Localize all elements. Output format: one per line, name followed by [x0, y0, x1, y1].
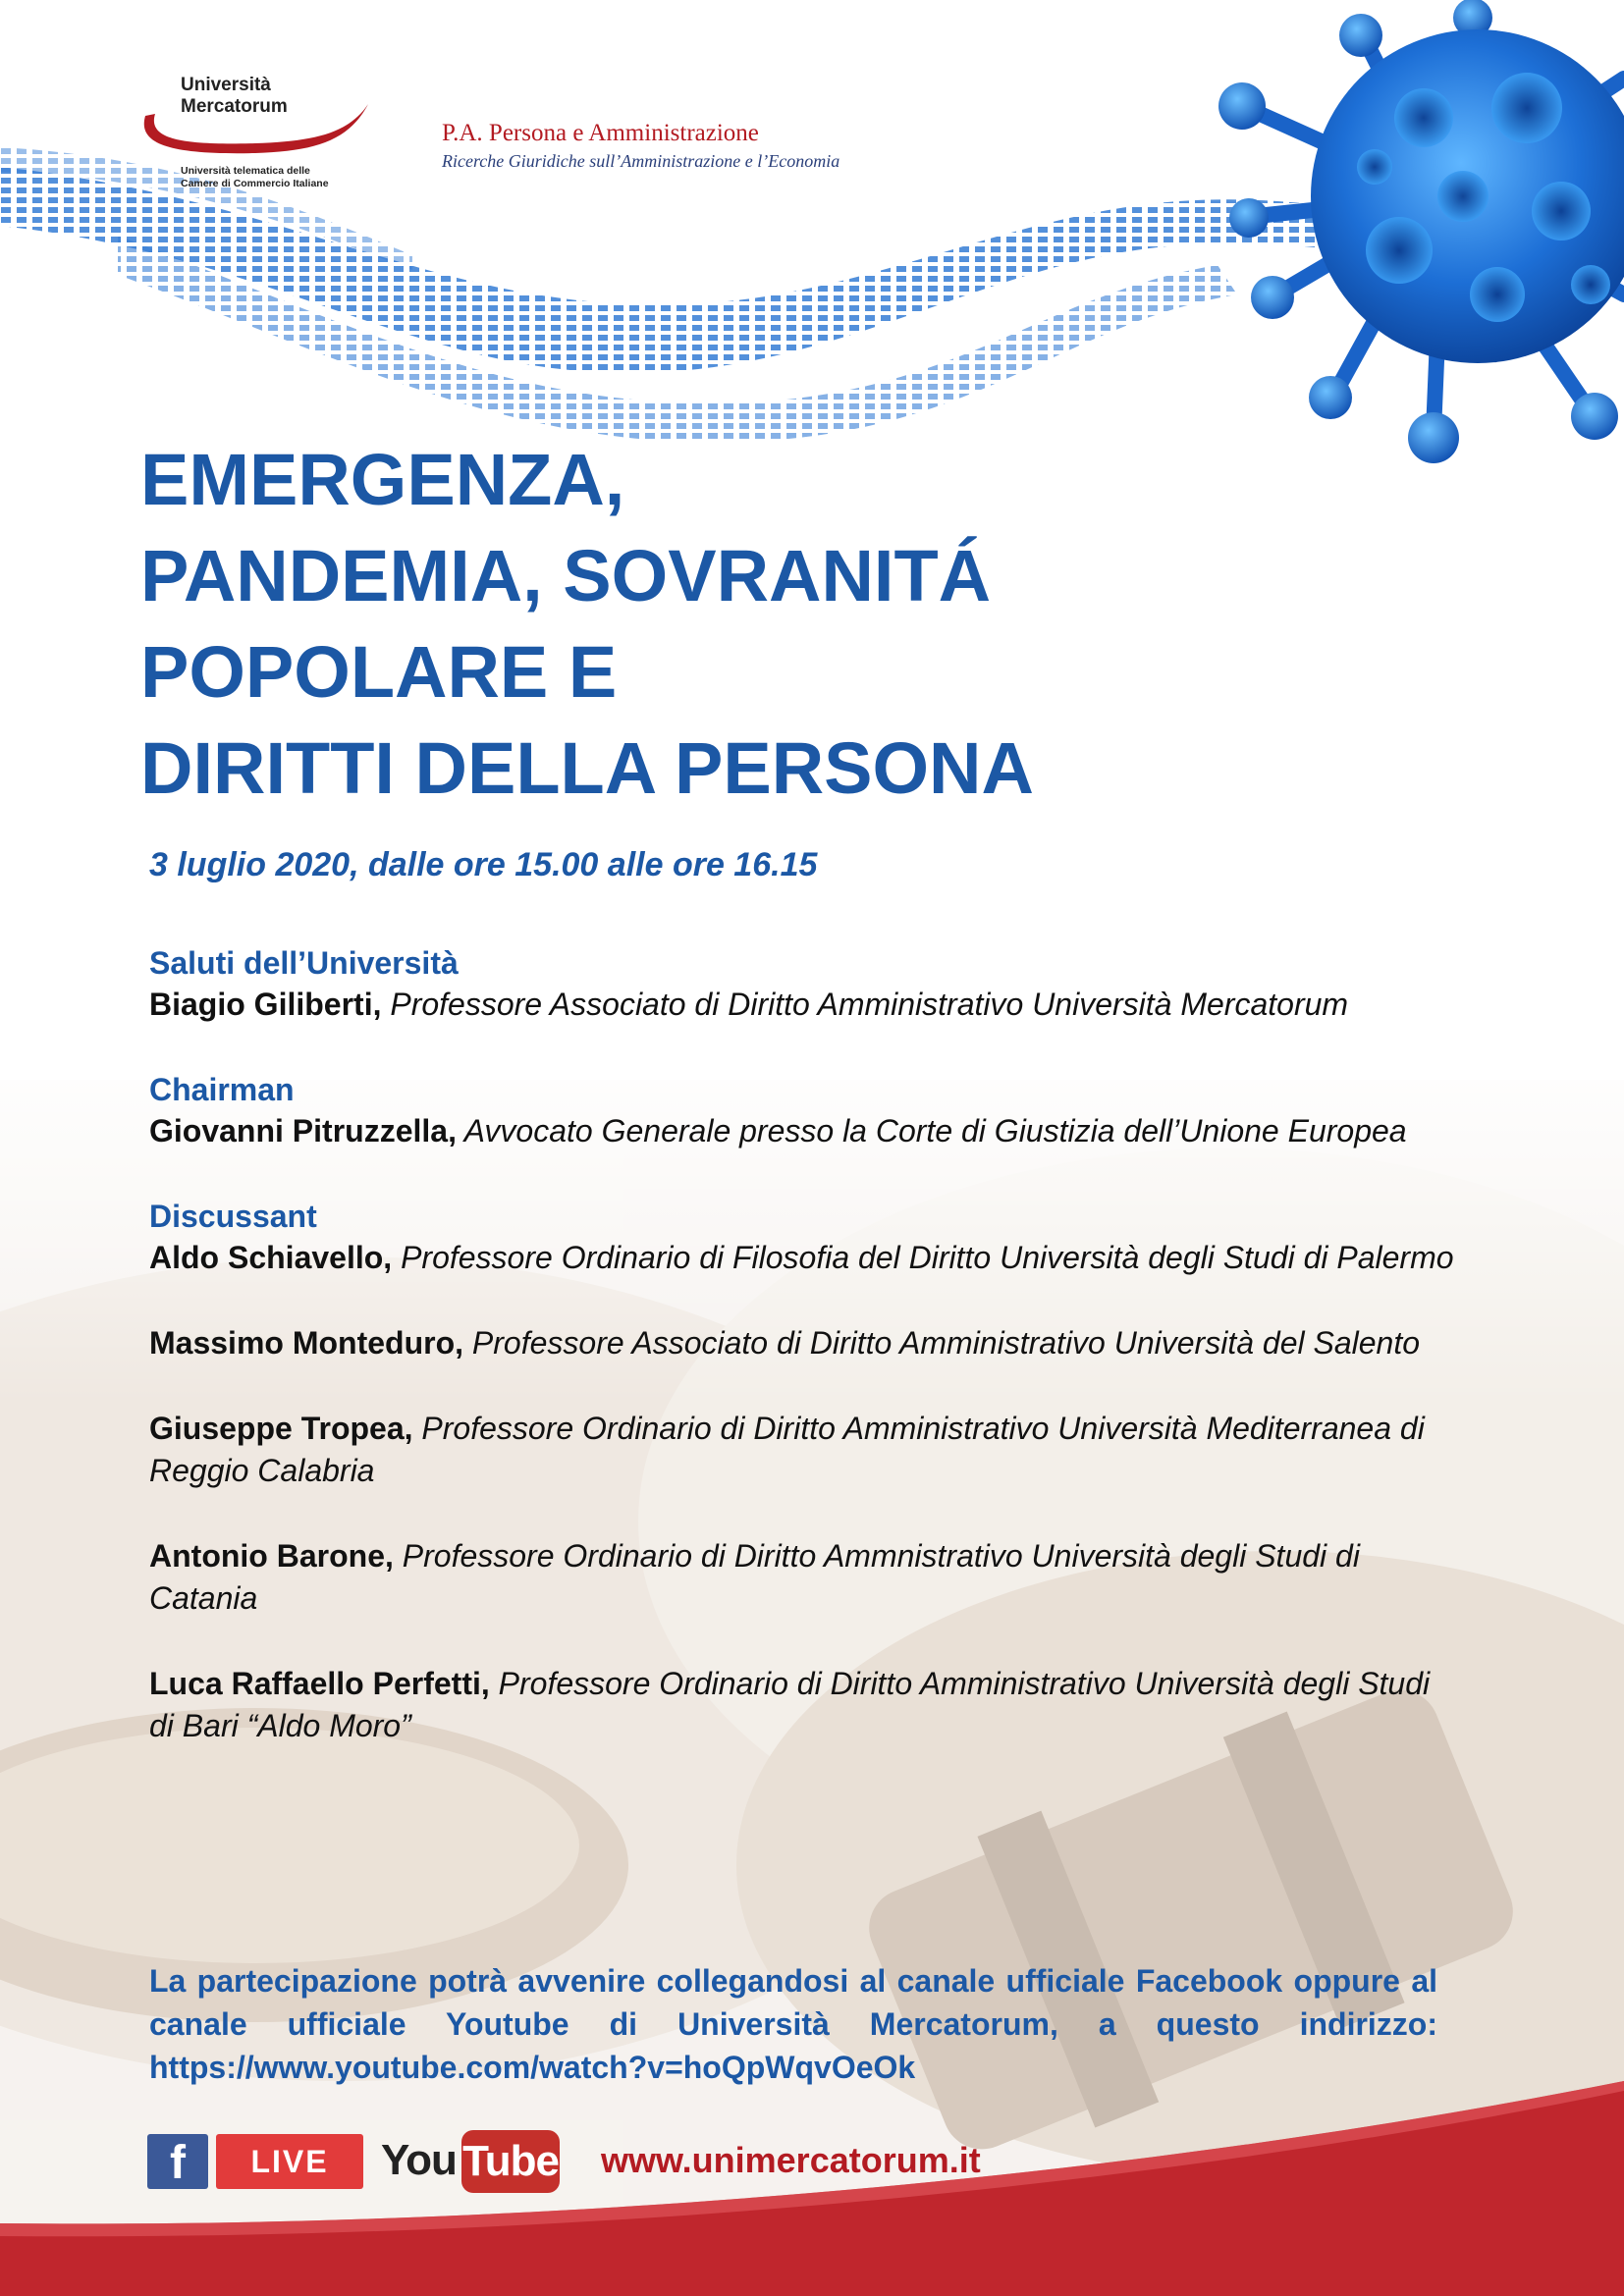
- speaker-entry: [149, 1110, 1455, 1152]
- title-line: DIRITTI DELLA PERSONA: [140, 727, 1034, 809]
- participation-text: La partecipazione potrà avvenire collegandosi al canale ufficiale Facebook oppure al canale ufficiale Youtube di Università Mercatorum, a questo indirizzo:: [149, 1963, 1437, 2042]
- website-link[interactable]: www.unimercatorum.it: [601, 2140, 981, 2180]
- section-chairman: [149, 1069, 1455, 1152]
- youtube-logo[interactable]: [381, 2130, 568, 2193]
- speaker-entry: [149, 1237, 1455, 1279]
- section-label: Discussant: [149, 1199, 317, 1234]
- main-title: [140, 432, 1417, 817]
- youtube-stream-link[interactable]: https://www.youtube.com/watch?v=hoQpWqvOeOk: [149, 2050, 916, 2085]
- section-label: Chairman: [149, 1072, 295, 1107]
- section-discussant: [149, 1196, 1455, 1747]
- speaker-entry: [149, 1663, 1455, 1747]
- youtube-logo-tube: Tube: [461, 2130, 560, 2193]
- title-line: EMERGENZA,: [140, 439, 625, 520]
- event-date: 3 luglio 2020, dalle ore 15.00 alle ore 16.15: [149, 846, 818, 883]
- journal-title: P.A. Persona e Amministrazione: [442, 120, 759, 146]
- speaker-role: Professore Ordinario di Diritto Amministrativo Università degli Studi di Bari “Aldo Moro”: [149, 1666, 1431, 1743]
- title-line: PANDEMIA, SOVRANITÁ: [140, 535, 992, 616]
- speaker-entry: [149, 1322, 1455, 1364]
- journal-subtitle: Ricerche Giuridiche sull’Amministrazione e l’Economia: [442, 151, 840, 171]
- speaker-name: Antonio Barone,: [149, 1538, 394, 1574]
- speaker-role: Professore Ordinario di Diritto Amministrativo Università Mediterranea di Reggio Calabria: [149, 1411, 1425, 1488]
- speaker-role: Avvocato Generale presso la Corte di Giustizia dell’Unione Europea: [456, 1113, 1407, 1148]
- speaker-name: Giuseppe Tropea,: [149, 1411, 413, 1446]
- program: [149, 942, 1455, 1790]
- facebook-icon[interactable]: f: [147, 2134, 208, 2189]
- speaker-role: Professore Ordinario di Diritto Ammnistrativo Università degli Studi di Catania: [149, 1538, 1360, 1616]
- speaker-name: Biagio Giliberti,: [149, 987, 382, 1022]
- live-badge: LIVE: [216, 2134, 363, 2189]
- speaker-entry: [149, 1535, 1455, 1620]
- speaker-entry: [149, 984, 1455, 1026]
- university-tagline: Università telematica delle Camere di Commercio Italiane: [181, 165, 329, 189]
- participation-notice: [149, 1959, 1437, 2089]
- university-name: Università Mercatorum: [181, 75, 288, 117]
- title-line: POPOLARE E: [140, 631, 618, 713]
- speaker-name: Luca Raffaello Perfetti,: [149, 1666, 490, 1701]
- speaker-role: Professore Ordinario di Filosofia del Diritto Università degli Studi di Palermo: [392, 1240, 1454, 1275]
- speaker-name: Giovanni Pitruzzella,: [149, 1113, 457, 1148]
- speaker-name: Massimo Monteduro,: [149, 1325, 464, 1361]
- speaker-name: Aldo Schiavello,: [149, 1240, 393, 1275]
- speaker-role: Professore Associato di Diritto Amministrativo Università del Salento: [463, 1325, 1421, 1361]
- youtube-logo-you: You: [381, 2136, 457, 2184]
- section-label: Saluti dell’Università: [149, 945, 459, 981]
- speaker-role: Professore Associato di Diritto Amministrativo Università Mercatorum: [381, 987, 1349, 1022]
- speaker-entry: [149, 1408, 1455, 1492]
- journal-logo: [442, 120, 839, 172]
- section-saluti: [149, 942, 1455, 1026]
- university-logo: [137, 75, 383, 202]
